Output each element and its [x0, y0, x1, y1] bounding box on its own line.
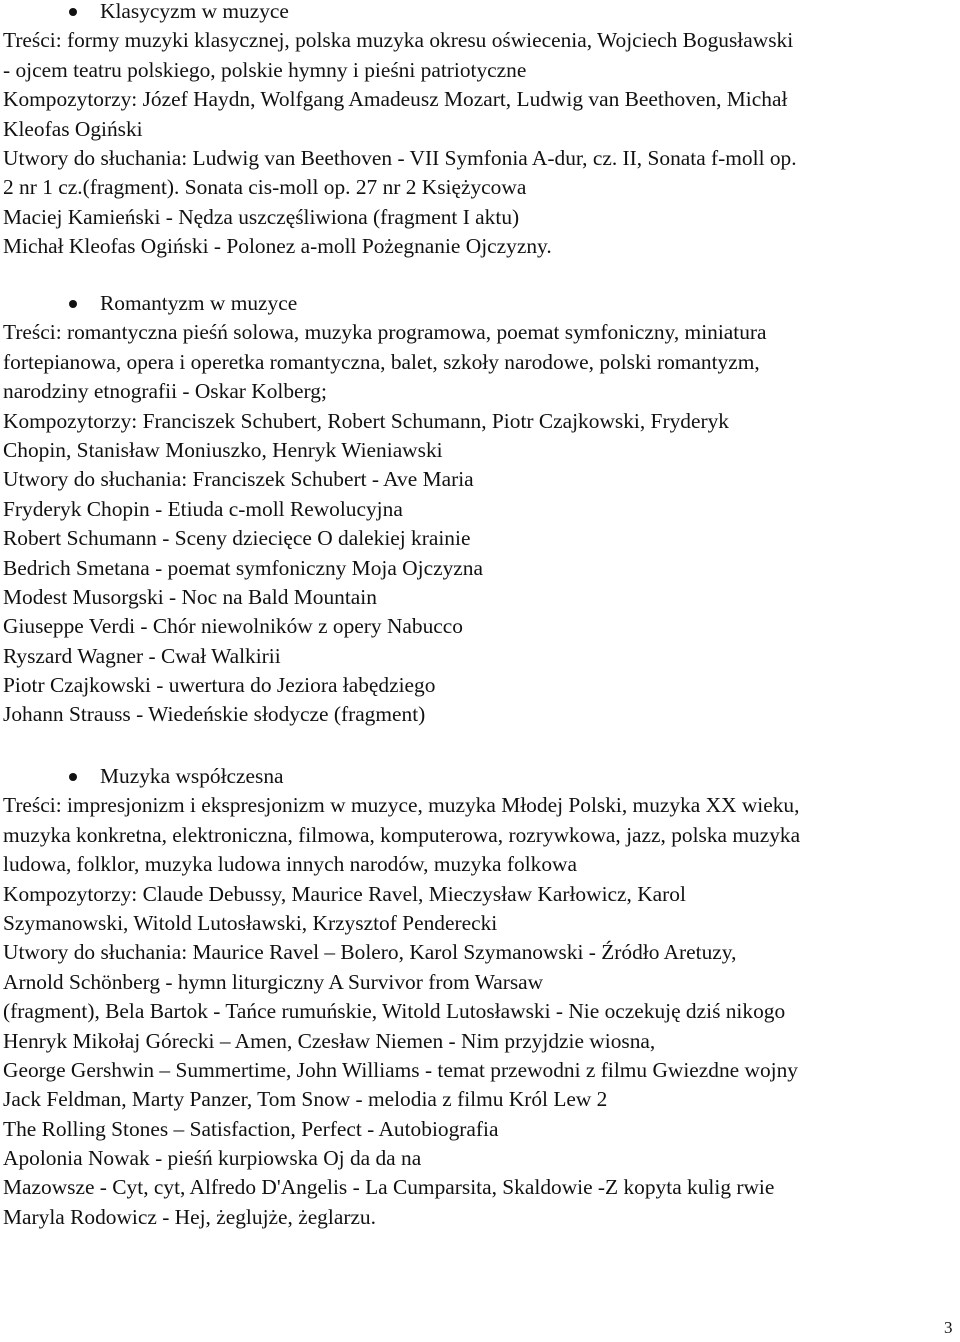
heading-text: Romantyzm w muzyce: [100, 291, 298, 315]
text-line: Maryla Rodowicz - Hej, żeglujże, żeglarzu.: [3, 1204, 376, 1229]
bullet-icon: [69, 773, 77, 781]
text-line: Henryk Mikołaj Górecki – Amen, Czesław Niemen - Nim przyjdzie wiosna,: [3, 1028, 656, 1053]
text-line: Szymanowski, Witold Lutosławski, Krzysztof Penderecki: [3, 910, 498, 935]
heading-text: Klasycyzm w muzyce: [100, 0, 289, 23]
heading-text: Muzyka współczesna: [100, 764, 284, 788]
text-line: Utwory do słuchania: Franciszek Schubert - Ave Maria: [3, 467, 474, 492]
text-line: Michał Kleofas Ogiński - Polonez a-moll Pożegnanie Ojczyzny.: [3, 234, 552, 259]
section-romantyzm: [3, 289, 958, 730]
text-line: Kompozytorzy: Józef Haydn, Wolfgang Amadeusz Mozart, Ludwig van Beethoven, Michał: [3, 87, 788, 112]
text-line: - ojcem teatru polskiego, polskie hymny i pieśni patriotyczne: [3, 57, 527, 82]
text-line: 2 nr 1 cz.(fragment). Sonata cis-moll op. 27 nr 2 Księżycowa: [3, 175, 527, 200]
text-line: Utwory do słuchania: Maurice Ravel – Bolero, Karol Szymanowski - Źródło Aretuzy,: [3, 940, 737, 965]
text-line: Apolonia Nowak - pieśń kurpiowska Oj da da na: [3, 1146, 422, 1171]
bullet-icon: [69, 300, 77, 308]
text-line: Kompozytorzy: Claude Debussy, Maurice Ravel, Mieczysław Karłowicz, Karol: [3, 881, 686, 906]
text-line: Johann Strauss - Wiedeńskie słodycze (fragment): [3, 702, 426, 727]
text-line: Piotr Czajkowski - uwertura do Jeziora łabędziego: [3, 673, 436, 698]
text-line: Fryderyk Chopin - Etiuda c-moll Rewolucyjna: [3, 496, 403, 521]
bullet-icon: [69, 8, 77, 16]
text-line: narodziny etnografii - Oskar Kolberg;: [3, 379, 327, 404]
text-line: Treści: romantyczna pieśń solowa, muzyka programowa, poemat symfoniczny, miniatura: [3, 320, 767, 345]
page-number: 3: [944, 1318, 953, 1337]
text-line: George Gershwin – Summertime, John Williams - temat przewodni z filmu Gwiezdne wojny: [3, 1057, 798, 1082]
section-heading: [3, 0, 958, 26]
text-line: Chopin, Stanisław Moniuszko, Henryk Wieniawski: [3, 437, 443, 462]
text-line: Ryszard Wagner - Cwał Walkirii: [3, 643, 281, 668]
text-line: Arnold Schönberg - hymn liturgiczny A Survivor from Warsaw: [3, 969, 544, 994]
text-line: Treści: formy muzyki klasycznej, polska muzyka okresu oświecenia, Wojciech Bogusławski: [3, 28, 794, 53]
text-line: Jack Feldman, Marty Panzer, Tom Snow - melodia z filmu Król Lew 2: [3, 1087, 608, 1112]
text-line: (fragment), Bela Bartok - Tańce rumuńskie, Witold Lutosławski - Nie oczekuję dziś nikogo: [3, 999, 786, 1024]
text-line: Giuseppe Verdi - Chór niewolników z opery Nabucco: [3, 614, 463, 639]
text-line: Maciej Kamieński - Nędza uszczęśliwiona (fragment I aktu): [3, 204, 520, 229]
text-line: fortepianowa, opera i operetka romantyczna, balet, szkoły narodowe, polski romantyzm,: [3, 349, 760, 374]
text-line: Kompozytorzy: Franciszek Schubert, Robert Schumann, Piotr Czajkowski, Fryderyk: [3, 408, 729, 433]
text-line: Utwory do słuchania: Ludwig van Beethoven - VII Symfonia A-dur, cz. II, Sonata f-moll op.: [3, 145, 797, 170]
text-line: Modest Musorgski - Noc na Bald Mountain: [3, 584, 377, 609]
text-line: Mazowsze - Cyt, cyt, Alfredo D'Angelis - La Cumparsita, Skaldowie -Z kopyta kulig rwie: [3, 1175, 775, 1200]
text-line: The Rolling Stones – Satisfaction, Perfect - Autobiografia: [3, 1116, 499, 1141]
section-klasycyzm: [3, 0, 958, 262]
section-heading: [3, 289, 958, 318]
section-heading: [3, 762, 958, 791]
text-line: Bedrich Smetana - poemat symfoniczny Moja Ojczyzna: [3, 555, 483, 580]
text-line: ludowa, folklor, muzyka ludowa innych narodów, muzyka folkowa: [3, 852, 577, 877]
text-line: Kleofas Ogiński: [3, 116, 143, 141]
text-line: muzyka konkretna, elektroniczna, filmowa, komputerowa, rozrywkowa, jazz, polska muzyka: [3, 822, 801, 847]
text-line: Robert Schumann - Sceny dziecięce O dalekiej krainie: [3, 526, 471, 551]
text-line: Treści: impresjonizm i ekspresjonizm w muzyce, muzyka Młodej Polski, muzyka XX wieku,: [3, 793, 800, 818]
section-muzyka-wspolczesna: [3, 762, 958, 1232]
